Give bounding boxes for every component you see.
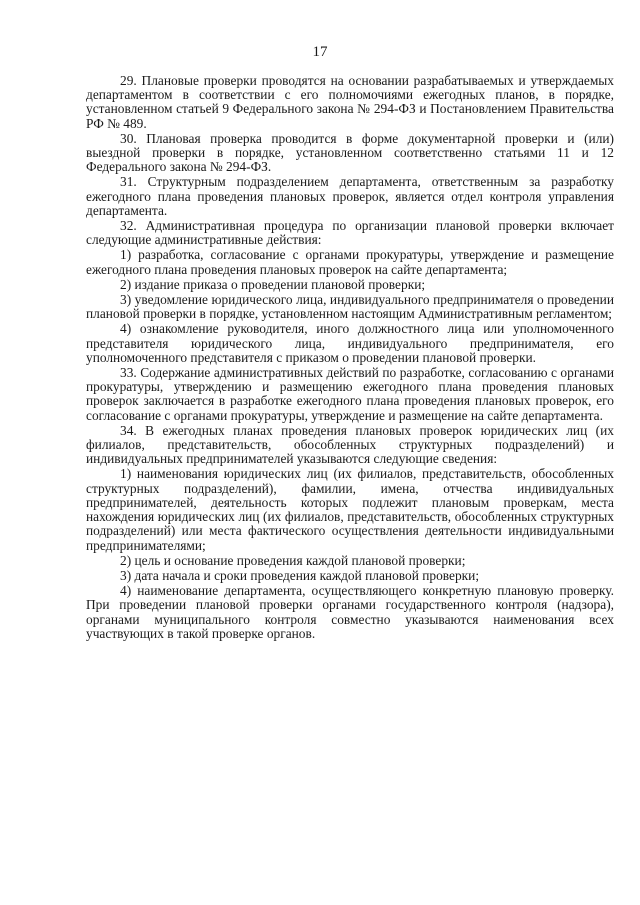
paragraph-34-item-3: 3) дата начала и сроки проведения каждой плановой проверки;	[120, 567, 480, 583]
paragraph-32: 32. Административная процедура по организации плановой проверки включает следующие административные действия:	[86, 218, 614, 248]
paragraph-30: 30. Плановая проверка проводится в форме документарной проверки и (или) выездной проверки в порядке, установленном соответственно статьями 11 и 12 Федерального закона № 294-ФЗ.	[86, 130, 614, 175]
paragraph-32-item-4: 4) ознакомление руководителя, иного должностного лица или уполномоченного представителя юридического лица, индивидуального предпринимателя, его уполномоченного представителя с приказом о проведении плановой проверки.	[86, 321, 614, 365]
paragraph-34: 34. В ежегодных планах проведения плановых проверок юридических лиц (их филиалов, представительств, обособленных структурных подразделений) и индивидуальных предпринимателей указываются следующие сведения:	[86, 422, 614, 467]
paragraph-32-item-1: 1) разработка, согласование с органами прокуратуры, утверждение и размещение ежегодного плана проведения плановых проверок на сайте департамента;	[86, 247, 614, 277]
paragraph-33: 33. Содержание административных действий по разработке, согласованию с органами прокуратуры, утверждению и размещению ежегодного плана проведения плановых проверок заключается в разработке ежегодного плана проведения плановых проверок, его согласование с органами прокуратуры, утверждение и размещение на сайте департамента.	[86, 365, 614, 423]
paragraph-31: 31. Структурным подразделением департамента, ответственным за разработку ежегодного плана проведения плановых проверок, является отдел контроля управления департамента.	[86, 174, 614, 218]
paragraph-34-item-1: 1) наименования юридических лиц (их филиалов, представительств, обособленных структурных подразделений), фамилии, имена, отчества индивидуальных предпринимателей, деятельность которых подлежит плановым проверкам, места нахождения юридических лиц (их филиалов, представительств, обособленных структурных подразделений) или места фактического осуществления деятельности индивидуальными предпринимателями;	[86, 466, 614, 553]
paragraph-32-item-2: 2) издание приказа о проведении плановой проверки;	[120, 276, 426, 292]
page-number: 17	[312, 44, 328, 60]
paragraph-34-item-2: 2) цель и основание проведения каждой плановой проверки;	[120, 552, 466, 568]
paragraph-29: 29. Плановые проверки проводятся на основании разрабатываемых и утверждаемых департаментом в соответствии с его полномочиями ежегодных планов, в порядке, установленном статьей 9 Федерального закона № 294-ФЗ и Постановлением Правительства РФ № 489.	[86, 73, 614, 131]
document-body	[86, 74, 614, 642]
paragraph-34-item-4: 4) наименование департамента, осуществляющего конкретную плановую проверку. При проведении плановой проверки органами государственного контроля (надзора), органами муниципального контроля совместно указываются наименования всех участвующих в такой проверке органов.	[86, 583, 614, 641]
paragraph-32-item-3: 3) уведомление юридического лица, индивидуального предпринимателя о проведении плановой проверки в порядке, установленном настоящим Административным регламентом;	[86, 292, 614, 322]
